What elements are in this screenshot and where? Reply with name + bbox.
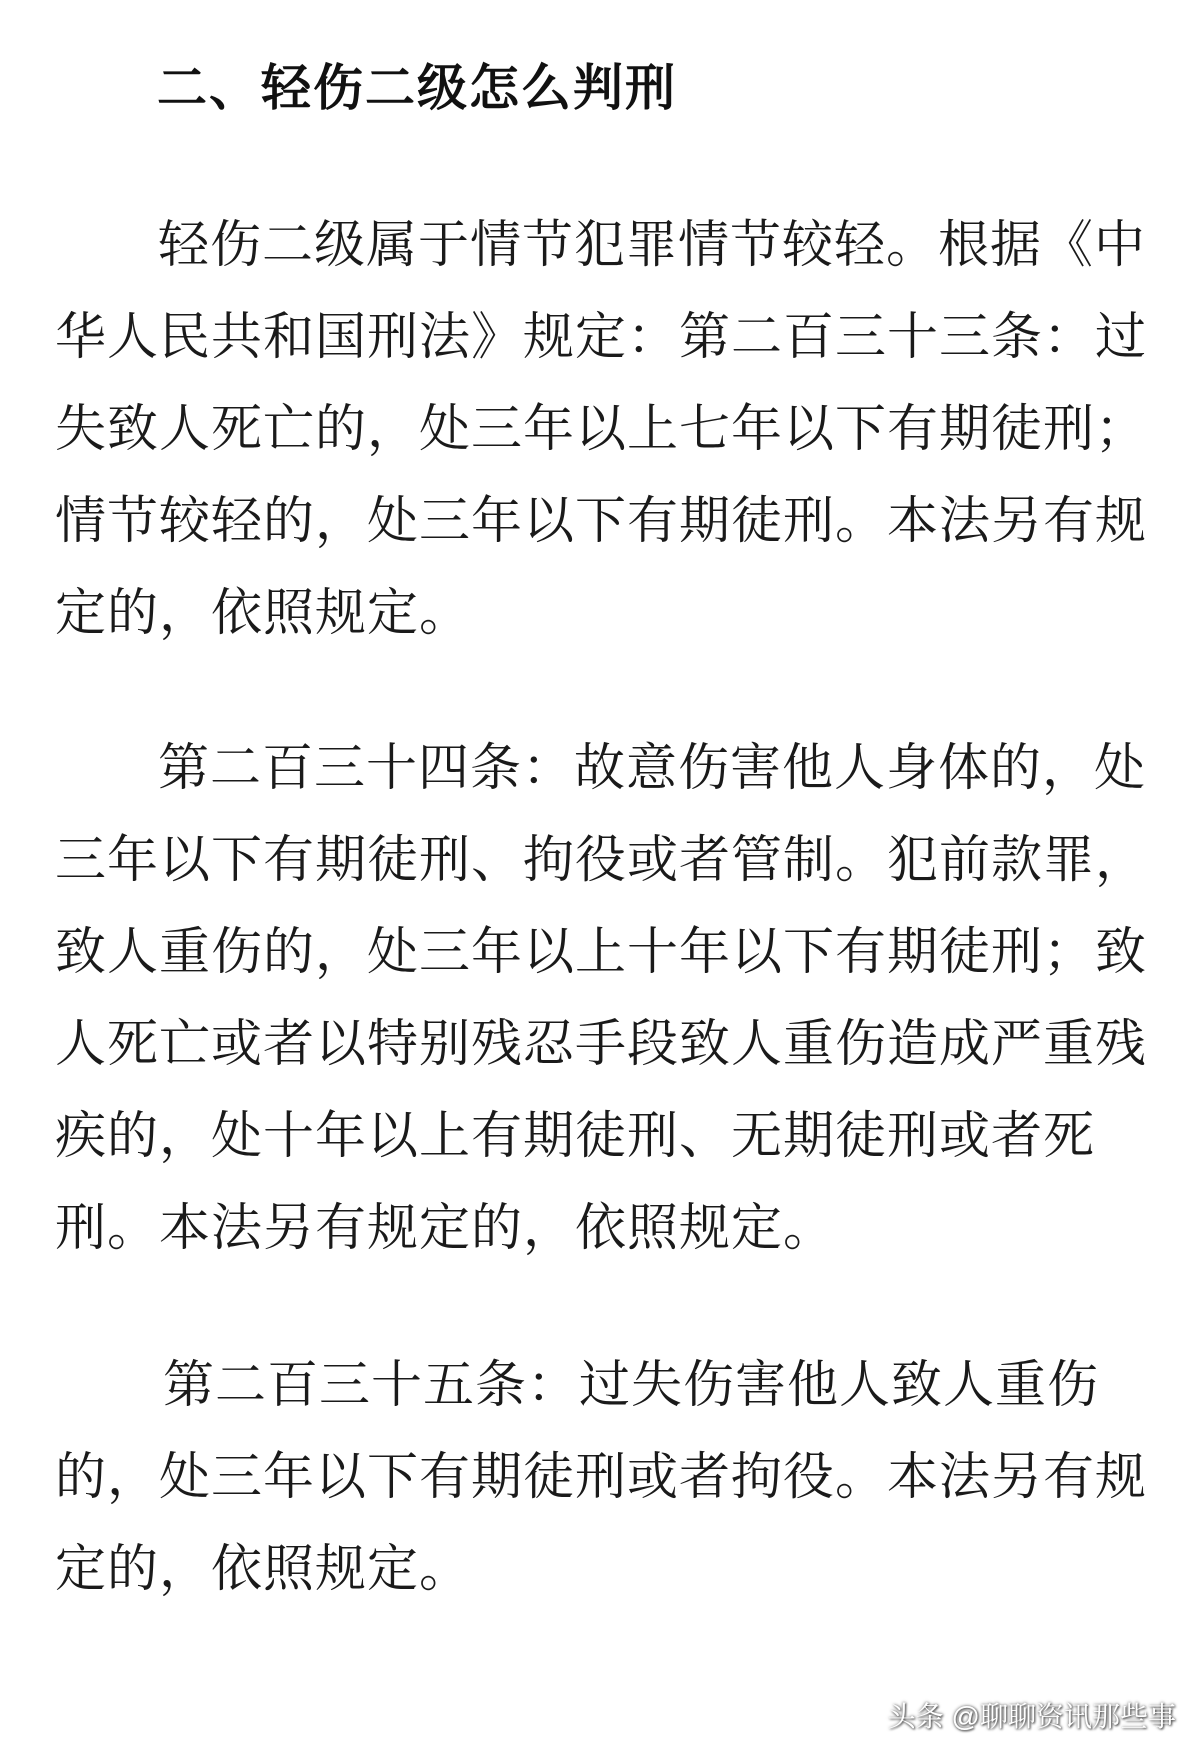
toutiao-watermark xyxy=(888,1695,1176,1735)
watermark-text: 头条 @聊聊资讯那些事 xyxy=(887,1701,1176,1732)
paragraph-line: 定的，依照规定。 xyxy=(55,584,472,643)
paragraph-line: 的，处三年以下有期徒刑或者拘役。本法另有规 xyxy=(55,1448,1148,1507)
paragraph-line: 定的，依照规定。 xyxy=(55,1540,472,1599)
section-heading: 二、轻伤二级怎么判刑 xyxy=(157,59,677,117)
paragraph-line: 华人民共和国刑法》规定：第二百三十三条：过 xyxy=(55,308,1148,367)
paragraph-line: 致人重伤的，处三年以上十年以下有期徒刑；致 xyxy=(55,923,1148,982)
paragraph-line: 刑。本法另有规定的，依照规定。 xyxy=(55,1199,836,1258)
paragraph-line: 第二百三十四条：故意伤害他人身体的，处 xyxy=(158,739,1147,798)
paragraph-line: 疾的，处十年以上有期徒刑、无期徒刑或者死 xyxy=(55,1107,1096,1166)
paragraph-3 xyxy=(55,1340,1148,1616)
paragraph-line: 失致人死亡的，处三年以上七年以下有期徒刑； xyxy=(55,400,1148,459)
paragraph-2 xyxy=(55,723,1148,1275)
paragraph-1 xyxy=(55,200,1148,660)
paragraph-line: 第二百三十五条：过失伤害他人致人重伤 xyxy=(163,1356,1100,1415)
paragraph-line: 轻伤二级属于情节犯罪情节较轻。根据《中 xyxy=(158,216,1147,275)
paragraph-line: 三年以下有期徒刑、拘役或者管制。犯前款罪， xyxy=(55,831,1148,890)
paragraph-line: 情节较轻的，处三年以下有期徒刑。本法另有规 xyxy=(55,492,1148,551)
paragraph-line: 人死亡或者以特别残忍手段致人重伤造成严重残 xyxy=(55,1015,1148,1074)
